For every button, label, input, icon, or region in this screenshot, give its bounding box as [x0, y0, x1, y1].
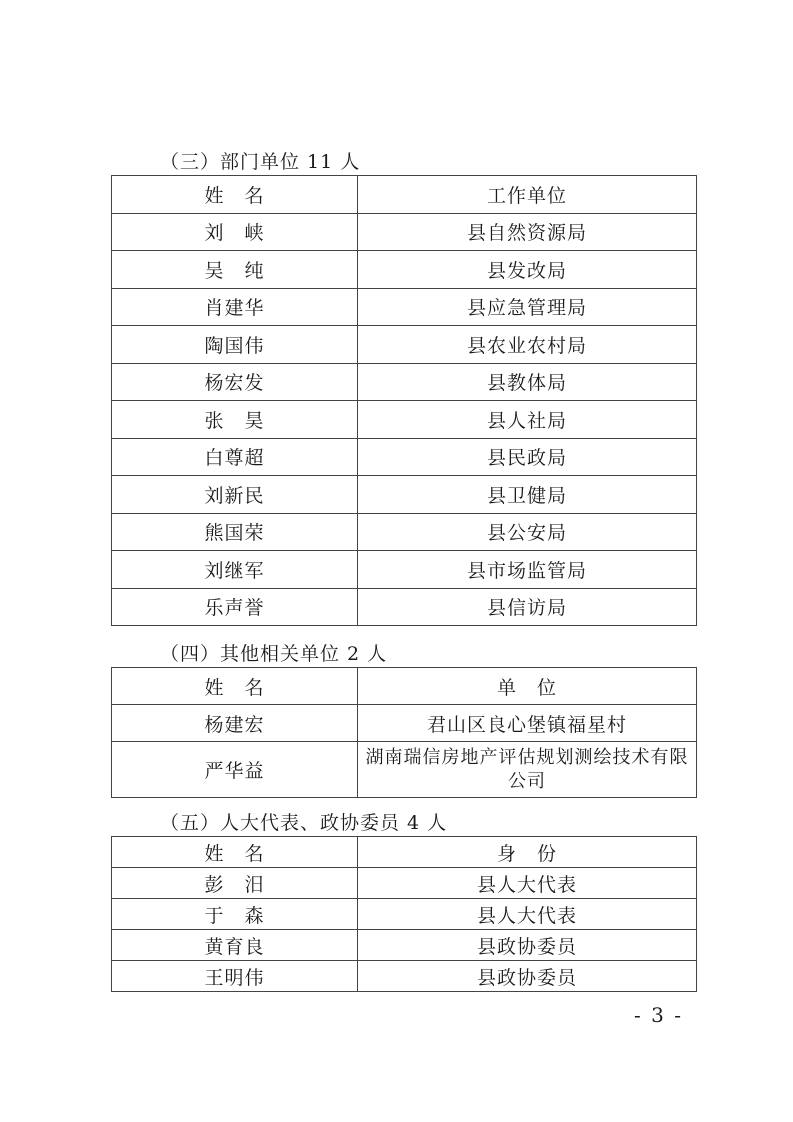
name-cell: 杨宏发 [112, 363, 358, 401]
name-cell: 严华益 [112, 742, 358, 798]
identity-cell: 县人大代表 [358, 899, 697, 930]
unit-cell: 县卫健局 [358, 476, 697, 514]
name-cell: 乐声誉 [112, 588, 358, 626]
table-row [112, 868, 697, 899]
table-header-row [112, 837, 697, 868]
table-row [112, 551, 697, 589]
name-cell: 吴 纯 [112, 251, 358, 289]
table-row [112, 513, 697, 551]
table-header-row [112, 176, 697, 214]
name-cell: 白尊超 [112, 438, 358, 476]
unit-cell: 县市场监管局 [358, 551, 697, 589]
table-row [112, 899, 697, 930]
unit-cell: 县农业农村局 [358, 326, 697, 364]
table-row [112, 438, 697, 476]
header-name: 姓 名 [112, 837, 358, 868]
unit-cell: 县信访局 [358, 588, 697, 626]
table-row [112, 401, 697, 439]
header-identity: 身 份 [358, 837, 697, 868]
table-row [112, 363, 697, 401]
name-cell: 王明伟 [112, 961, 358, 992]
unit-cell: 县发改局 [358, 251, 697, 289]
unit-cell: 湖南瑞信房地产评估规划测绘技术有限公司 [358, 742, 697, 798]
unit-cell: 县自然资源局 [358, 213, 697, 251]
table-row [112, 588, 697, 626]
header-unit: 工作单位 [358, 176, 697, 214]
header-unit: 单 位 [358, 668, 697, 705]
unit-cell: 君山区良心堡镇福星村 [358, 705, 697, 742]
section5-table [111, 836, 697, 992]
name-cell: 张 昊 [112, 401, 358, 439]
name-cell: 于 森 [112, 899, 358, 930]
page-number: - 3 - [634, 1003, 683, 1027]
unit-cell: 县应急管理局 [358, 288, 697, 326]
identity-cell: 县政协委员 [358, 930, 697, 961]
unit-cell: 县民政局 [358, 438, 697, 476]
header-name: 姓 名 [112, 668, 358, 705]
table-row [112, 961, 697, 992]
unit-cell: 县人社局 [358, 401, 697, 439]
section4-heading: （四）其他相关单位 2 人 [160, 643, 388, 665]
section4-table [111, 667, 697, 798]
table-row [112, 251, 697, 289]
name-cell: 黄育良 [112, 930, 358, 961]
table-row [112, 476, 697, 514]
identity-cell: 县政协委员 [358, 961, 697, 992]
name-cell: 彭 汨 [112, 868, 358, 899]
identity-cell: 县人大代表 [358, 868, 697, 899]
name-cell: 刘继军 [112, 551, 358, 589]
table-row [112, 288, 697, 326]
name-cell: 陶国伟 [112, 326, 358, 364]
section3-heading: （三）部门单位 11 人 [160, 151, 361, 173]
table-row [112, 705, 697, 742]
name-cell: 杨建宏 [112, 705, 358, 742]
unit-cell: 县教体局 [358, 363, 697, 401]
table-row [112, 213, 697, 251]
header-name: 姓 名 [112, 176, 358, 214]
unit-cell: 县公安局 [358, 513, 697, 551]
table-row [112, 930, 697, 961]
name-cell: 刘新民 [112, 476, 358, 514]
table-row [112, 742, 697, 798]
section5-heading: （五）人大代表、政协委员 4 人 [160, 812, 448, 834]
name-cell: 刘 峡 [112, 213, 358, 251]
name-cell: 熊国荣 [112, 513, 358, 551]
table-row [112, 326, 697, 364]
table-header-row [112, 668, 697, 705]
name-cell: 肖建华 [112, 288, 358, 326]
section3-table [111, 175, 697, 626]
